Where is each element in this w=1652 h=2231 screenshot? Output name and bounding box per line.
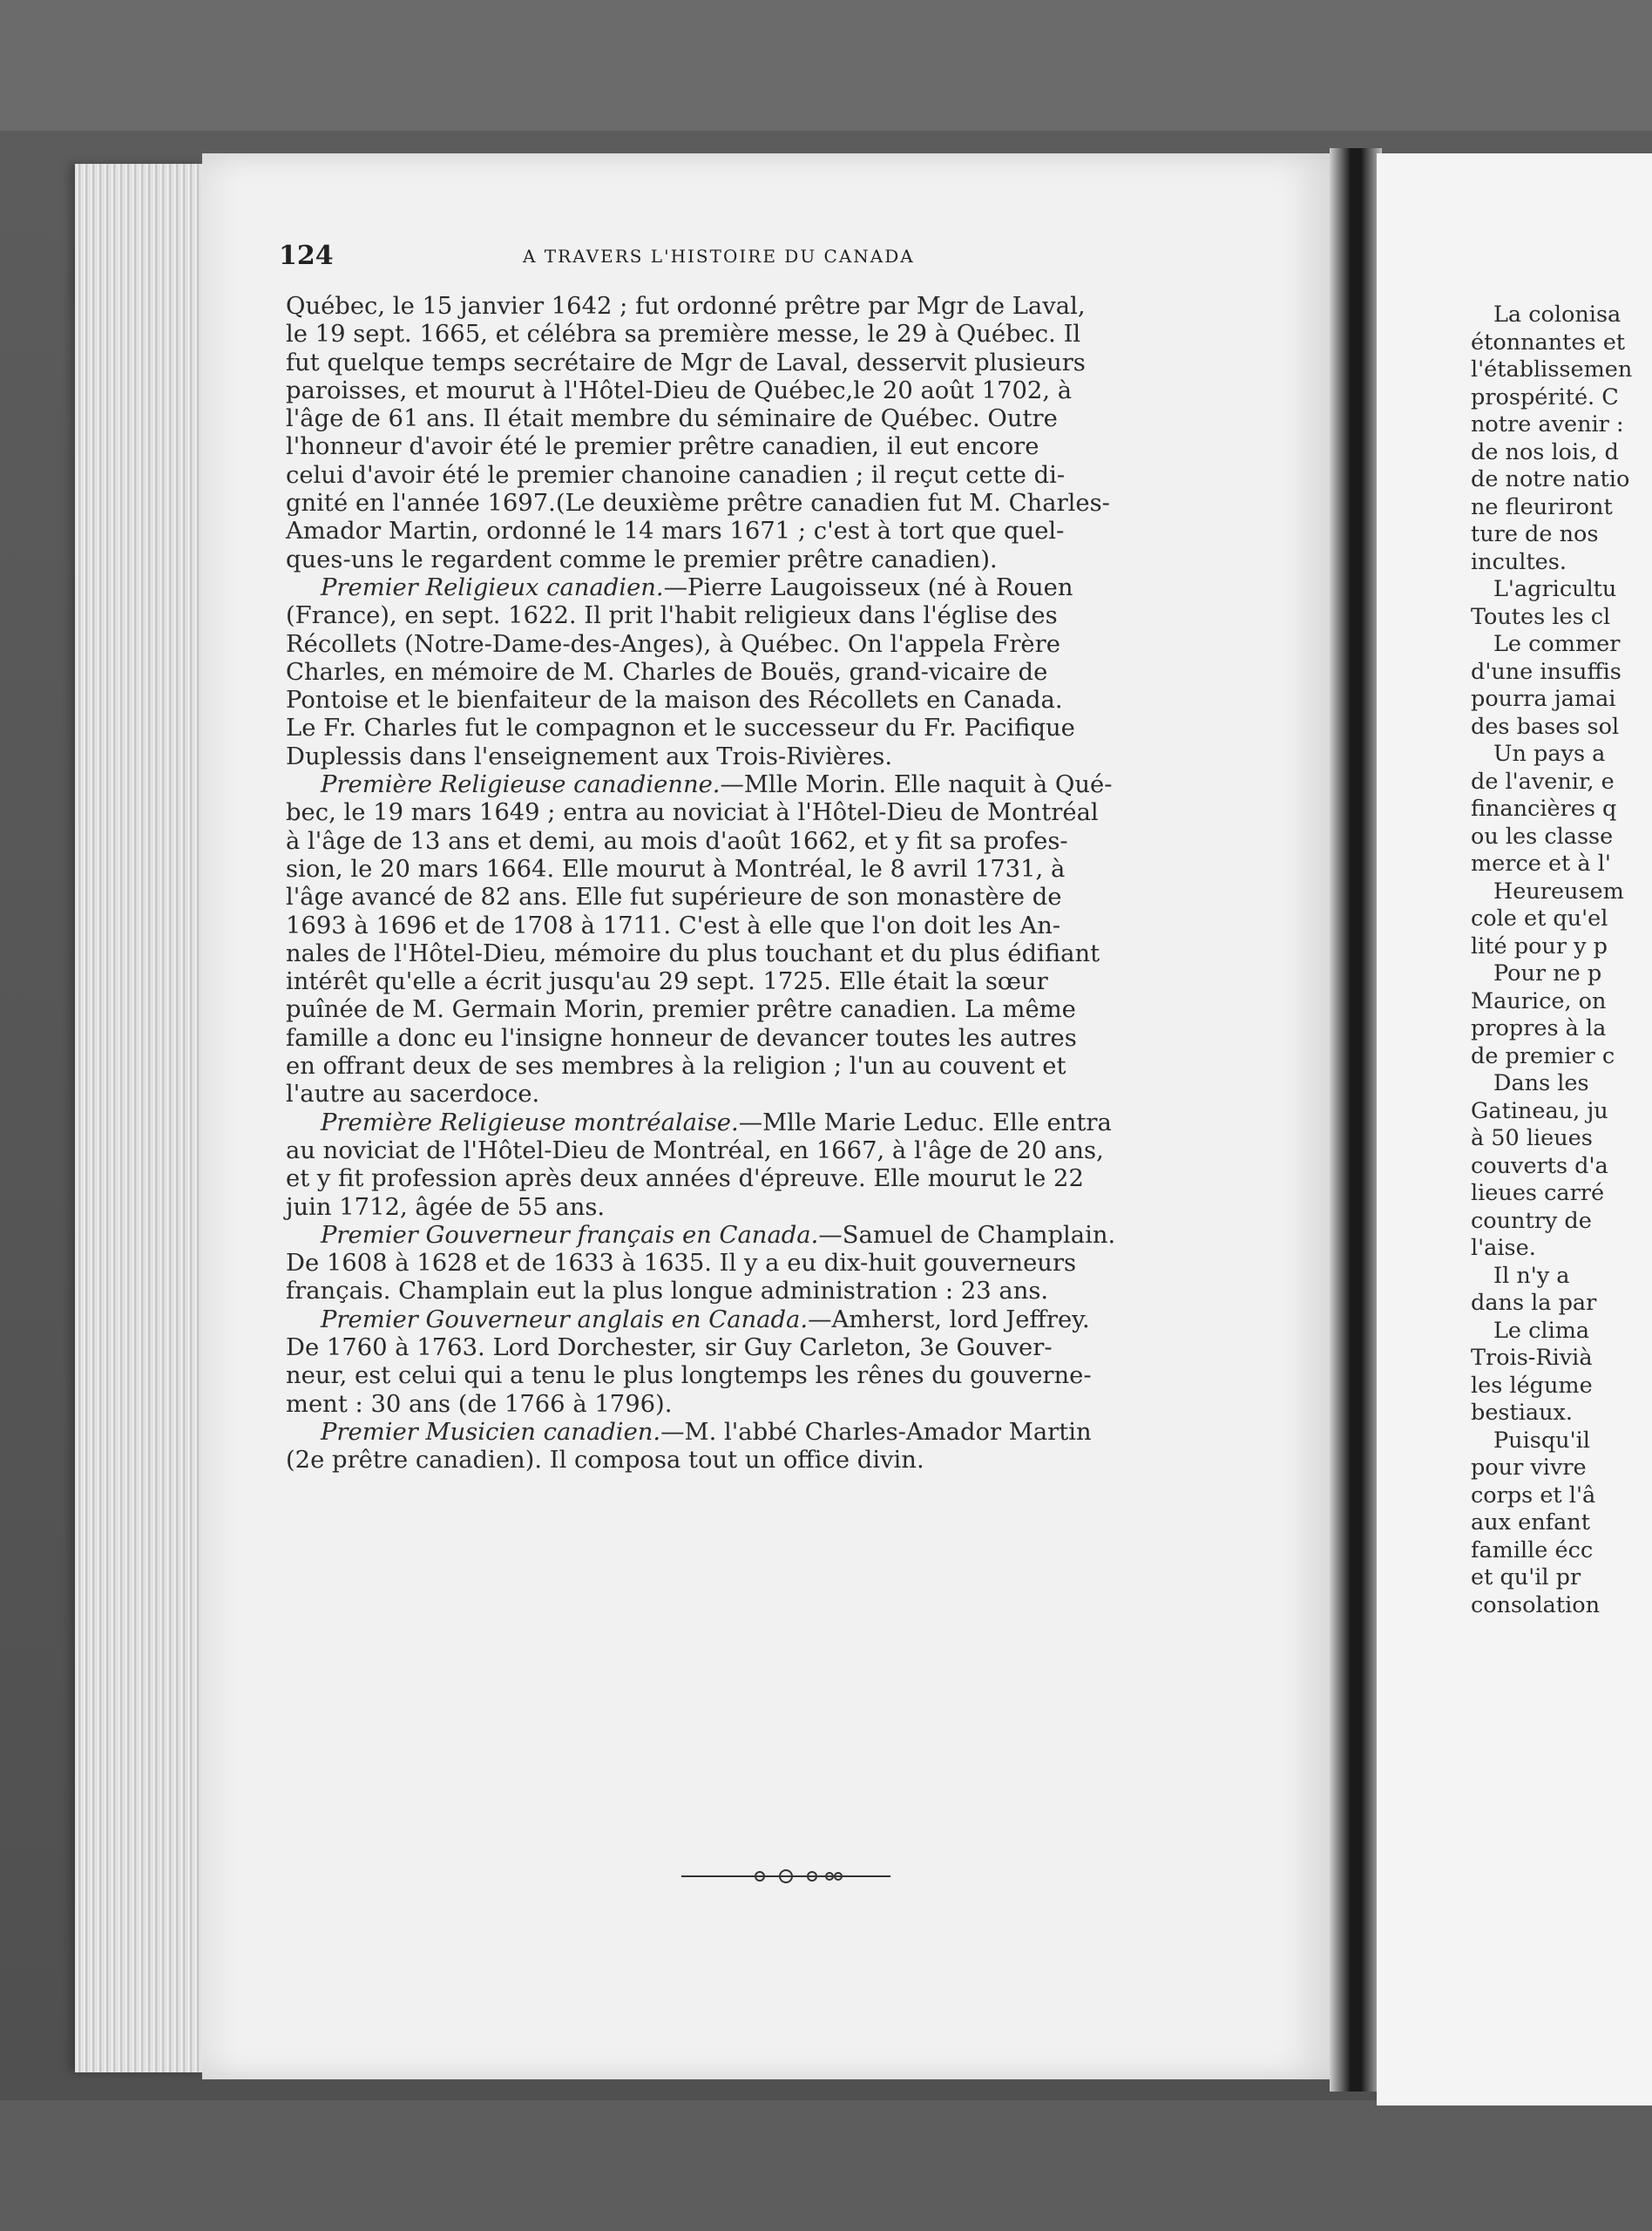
text-line: Heureusem [1493,878,1624,905]
text-line [286,1447,1253,1475]
text-line: lité pour y p [1471,932,1608,960]
text-line: Gatineau, ju [1471,1097,1608,1124]
text-line [286,1137,1253,1165]
text-line [286,1391,1253,1419]
line-text: intérêt qu'elle a écrit jusqu'au 29 sept. 1725. Elle était la sœur [286,968,1048,996]
text-line [286,1222,1253,1250]
text-line: et qu'il pr [1471,1564,1581,1590]
text-line [286,462,1253,490]
text-line [286,1419,1253,1447]
text-line: aux enfant [1471,1509,1590,1536]
line-text: puînée de M. Germain Morin, premier prêtre canadien. La même [286,996,1076,1024]
line-text: celui d'avoir été le premier chanoine canadien ; il reçut cette di- [286,461,1066,489]
line-text: —Samuel de Champlain. [818,1221,1116,1249]
text-line [286,743,1253,771]
text-line: de notre natio [1471,466,1630,492]
text-line: Toutes les cl [1471,603,1611,630]
text-line [286,405,1253,433]
text-line [286,996,1253,1024]
text-line [286,1025,1253,1053]
line-text: —Pierre Laugoisseux (né à Rouen [663,573,1073,601]
line-text: De 1760 à 1763. Lord Dorchester, sir Guy Carleton, 3e Gouver- [286,1333,1053,1361]
line-text: (France), en sept. 1622. Il prit l'habit religieux dans l'église des [286,602,1058,630]
text-line: d'une insuffis [1471,658,1622,685]
text-line: prospérité. C [1471,383,1619,410]
text-line: corps et l'â [1471,1482,1596,1509]
right-page [1377,153,1652,2106]
text-line: Trois-Rivià [1471,1345,1593,1371]
book-gutter [1330,148,1382,2092]
text-line [286,349,1253,377]
text-line: incultes. [1471,548,1567,575]
text-line: cole et qu'el [1471,905,1608,932]
text-line [286,293,1253,321]
text-line: les légume [1471,1372,1593,1399]
line-text: paroisses, et mourut à l'Hôtel-Dieu de Québec,le 20 août 1702, à [286,376,1073,404]
page-stack-edge [75,164,206,2072]
scan-bottom-margin [0,2100,1652,2231]
text-line [286,1053,1253,1081]
line-text: fut quelque temps secrétaire de Mgr de Laval, desservit plusieurs [286,349,1086,376]
line-text: l'honneur d'avoir été le premier prêtre canadien, il eut encore [286,433,1039,461]
text-line: La colonisa [1493,302,1622,328]
text-line: couverts d'a [1471,1152,1608,1179]
text-line [286,1362,1253,1390]
text-line [286,631,1253,659]
text-line: merce et à l' [1471,851,1611,877]
text-line: Maurice, on [1471,987,1607,1014]
text-line: ou les classe [1471,823,1614,850]
text-line: L'agricultu [1493,576,1617,602]
line-text: —Amherst, lord Jeffrey. [808,1305,1090,1333]
text-line: l'établissemen [1471,356,1633,383]
text-line: notre avenir : [1471,411,1624,437]
line-text: l'âge de 61 ans. Il était membre du séminaire de Québec. Outre [286,405,1058,433]
text-line [286,687,1253,715]
text-line: country de [1471,1207,1592,1234]
right-page-body [1471,302,1652,1619]
line-text: —Mlle Morin. Elle naquit à Qué- [720,771,1113,799]
page-number: 124 [279,241,334,271]
line-text: français. Champlain eut la plus longue administration : 23 ans. [286,1278,1049,1305]
text-line [286,433,1253,461]
line-text: juin 1712, âgée de 55 ans. [286,1193,606,1221]
line-text: au noviciat de l'Hôtel-Dieu de Montréal, en 1667, à l'âge de 20 ans, [286,1136,1104,1164]
text-line: de l'avenir, e [1471,768,1615,795]
text-line [286,940,1253,968]
text-line: Le clima [1493,1317,1590,1344]
text-line [286,968,1253,996]
line-text: Québec, le 15 janvier 1642 ; fut ordonné prêtre par Mgr de Laval, [286,293,1086,320]
line-text: famille a donc eu l'insigne honneur de devancer toutes les autres [286,1024,1077,1052]
text-line: des bases sol [1471,713,1620,740]
text-line: Un pays a [1493,741,1606,767]
text-line [286,1165,1253,1193]
text-line [286,1109,1253,1137]
text-line [286,1250,1253,1278]
text-line [286,377,1253,405]
line-text: à l'âge de 13 ans et demi, au mois d'août 1662, et y fit sa profes- [286,827,1068,855]
text-line: ture de nos [1471,521,1599,547]
line-text: bec, le 19 mars 1649 ; entra au noviciat à l'Hôtel-Dieu de Montréal [286,799,1099,827]
line-text: l'âge avancé de 82 ans. Elle fut supérieure de son monastère de [286,884,1062,912]
text-line: l'aise. [1471,1235,1536,1261]
line-text: gnité en l'année 1697.(Le deuxième prêtre canadien fut M. Charles- [286,490,1110,518]
text-line: ne fleuriront [1471,493,1613,520]
text-line [286,912,1253,940]
line-text: le 19 sept. 1665, et célébra sa première messe, le 29 à Québec. Il [286,321,1081,349]
line-text: (2e prêtre canadien). Il composa tout un office divin. [286,1447,924,1475]
text-line: Pour ne p [1493,960,1602,987]
line-text: en offrant deux de ses membres à la religion ; l'un au couvent et [286,1053,1066,1081]
text-line [286,1081,1253,1109]
entry-heading: Première Religieuse montréalaise. [321,1109,739,1136]
text-line: propres à la [1471,1015,1607,1041]
text-line: lieues carré [1471,1180,1605,1206]
line-text: Amador Martin, ordonné le 14 mars 1671 ; c'est à tort que quel- [286,518,1065,546]
line-text: De 1608 à 1628 et de 1633 à 1635. Il y a eu dix-huit gouverneurs [286,1250,1077,1278]
text-line: étonnantes et [1471,329,1626,356]
left-page-body [286,293,1253,1475]
text-line [286,490,1253,518]
text-line: financières q [1471,796,1617,822]
text-line [286,1278,1253,1305]
text-line: Dans les [1493,1070,1589,1096]
scan-top-margin [0,0,1652,131]
text-line [286,1334,1253,1362]
text-line: dans la par [1471,1290,1597,1316]
text-line: famille écc [1471,1536,1594,1563]
line-text: —Mlle Marie Leduc. Elle entra [738,1109,1112,1136]
text-line: bestiaux. [1471,1400,1574,1426]
text-line: pour vivre [1471,1455,1587,1481]
line-text: 1693 à 1696 et de 1708 à 1711. C'est à elle que l'on doit les An- [286,912,1061,939]
line-text: Charles, en mémoire de M. Charles de Bouës, grand-vicaire de [286,658,1048,686]
line-text: neur, est celui qui a tenu le plus longtemps les rênes du gouverne- [286,1362,1092,1390]
text-line: consolation [1471,1591,1601,1618]
line-text: Le Fr. Charles fut le compagnon et le successeur du Fr. Pacifique [286,715,1075,743]
text-line [286,602,1253,630]
text-line: Puisqu'il [1493,1427,1590,1454]
text-line [286,518,1253,546]
line-text: sion, le 20 mars 1664. Elle mourut à Montréal, le 8 avril 1731, à [286,855,1066,883]
entry-heading: Premier Gouverneur anglais en Canada. [321,1305,809,1333]
entry-heading: Premier Musicien canadien. [321,1418,661,1446]
line-text: ment : 30 ans (de 1766 à 1796). [286,1390,673,1418]
line-text: Duplessis dans l'enseignement aux Trois-Rivières. [286,743,893,770]
text-line [286,546,1253,574]
line-text: —M. l'abbé Charles-Amador Martin [660,1418,1092,1446]
left-page [202,153,1335,2079]
text-line: pourra jamai [1471,686,1616,712]
text-line [286,1194,1253,1222]
text-line [286,828,1253,856]
text-line [286,574,1253,602]
text-line [286,799,1253,827]
line-text: Récollets (Notre-Dame-des-Anges), à Québec. On l'appela Frère [286,630,1060,658]
entry-heading: Premier Religieux canadien. [321,573,664,601]
text-line [286,1306,1253,1334]
page-header [279,241,1290,275]
line-text: nales de l'Hôtel-Dieu, mémoire du plus touchant et du plus édifiant [286,939,1100,967]
entry-heading: Première Religieuse canadienne. [321,771,721,799]
text-line [286,715,1253,743]
text-line [286,884,1253,912]
line-text: l'autre au sacerdoce. [286,1081,540,1109]
text-line: de nos lois, d [1471,438,1619,465]
text-line: Il n'y a [1493,1262,1570,1289]
line-text: et y fit profession après deux années d'épreuve. Elle mourut le 22 [286,1165,1084,1193]
text-line [286,659,1253,687]
text-line [286,321,1253,349]
running-title: A TRAVERS L'HISTOIRE DU CANADA [523,246,915,267]
text-line [286,771,1253,799]
text-line: Le commer [1493,631,1621,657]
text-line: à 50 lieues [1471,1125,1593,1151]
text-line: de premier c [1471,1042,1615,1069]
line-text: ques-uns le regardent comme le premier prêtre canadien). [286,546,998,573]
entry-heading: Premier Gouverneur français en Canada. [321,1221,819,1249]
text-line [286,856,1253,884]
end-ornament [681,1863,890,1889]
line-text: Pontoise et le bienfaiteur de la maison des Récollets en Canada. [286,687,1063,715]
